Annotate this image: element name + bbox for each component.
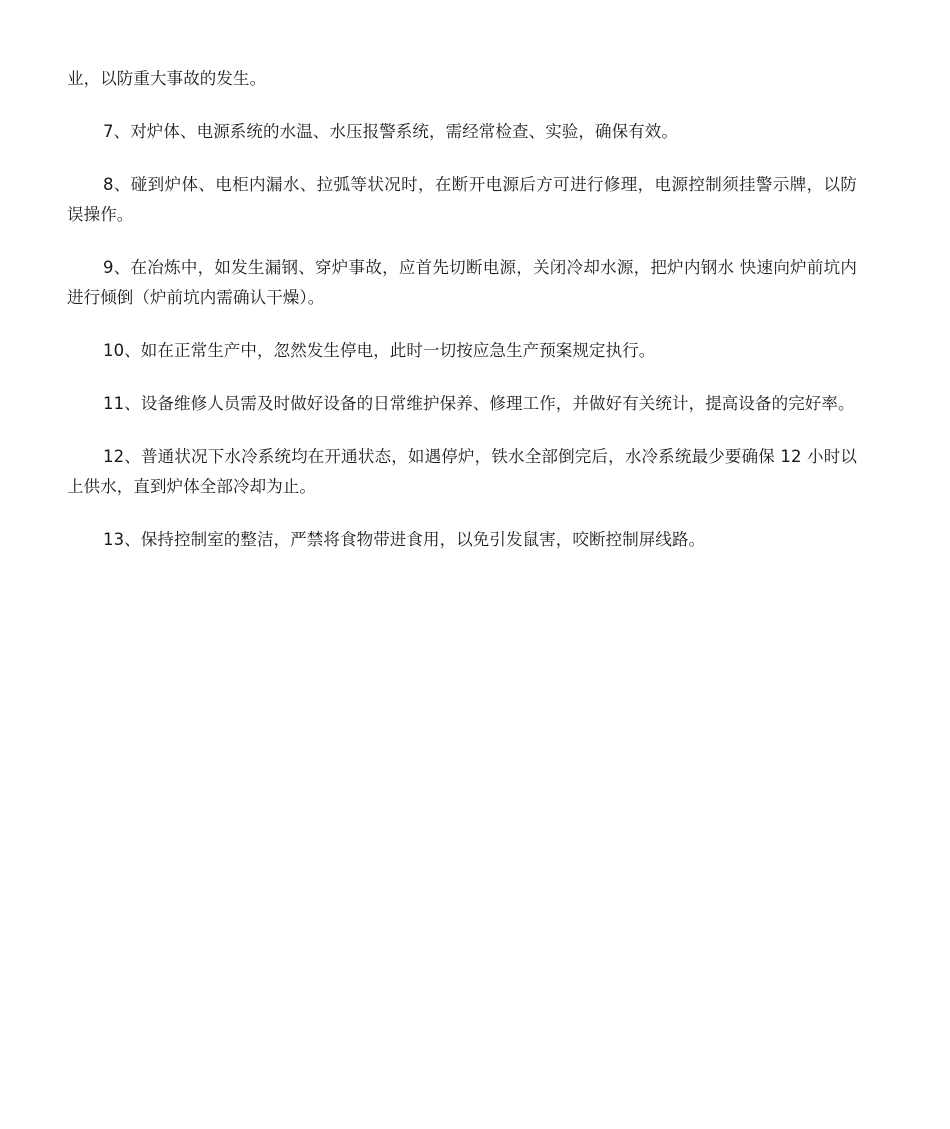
paragraph-item-10: 10、如在正常生产中，忽然发生停电，此时一切按应急生产预案规定执行。 xyxy=(103,341,656,360)
paragraph-item-12: 12、普通状况下水冷系统均在开通状态，如遇停炉，铁水全部倒完后，水冷系统最少要确保 12 小时以上供水，直到炉体全部冷却为止。 xyxy=(67,447,857,496)
paragraph-item-13: 13、保持控制室的整洁，严禁将食物带进食用，以免引发鼠害，咬断控制屏线路。 xyxy=(103,530,706,549)
paragraph-continuation: 业，以防重大事故的发生。 xyxy=(67,69,267,88)
document-body xyxy=(67,64,857,578)
paragraph-item-7: 7、对炉体、电源系统的水温、水压报警系统，需经常检查、实验，确保有效。 xyxy=(103,122,678,141)
paragraph-item-11: 11、设备维修人员需及时做好设备的日常维护保养、修理工作，并做好有关统计，提高设备的完好率。 xyxy=(103,394,855,413)
paragraph-item-9: 9、在冶炼中，如发生漏钢、穿炉事故，应首先切断电源，关闭冷却水源，把炉内钢水 快速向炉前坑内进行倾倒（炉前坑内需确认干燥）。 xyxy=(67,258,857,307)
paragraph-item-8: 8、碰到炉体、电柜内漏水、拉弧等状况时，在断开电源后方可进行修理，电源控制须挂警示牌，以防误操作。 xyxy=(67,175,857,224)
